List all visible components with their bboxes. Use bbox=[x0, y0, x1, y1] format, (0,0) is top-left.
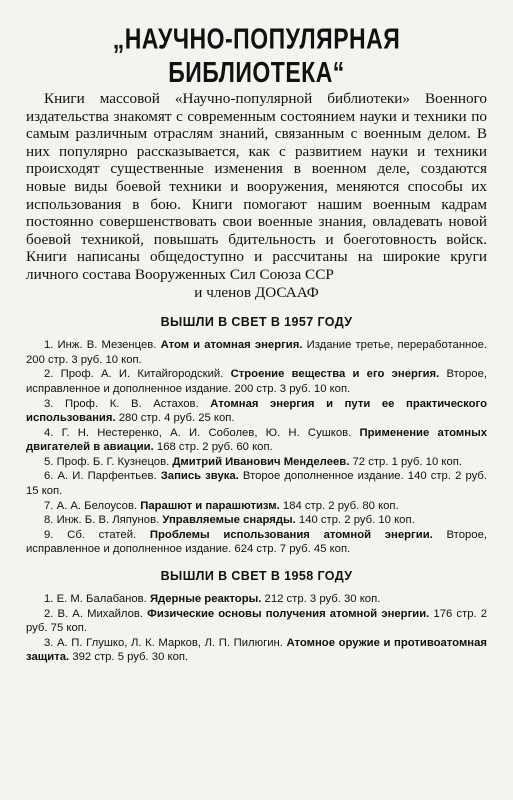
list-item bbox=[26, 455, 487, 470]
book-title: Атом и атомная энергия. bbox=[160, 339, 303, 352]
book-details: 392 стр. 5 руб. 30 коп. bbox=[72, 651, 189, 664]
book-list bbox=[26, 592, 487, 665]
book-title: Ядерные реакторы. bbox=[149, 593, 262, 606]
book-number: 1. bbox=[44, 593, 54, 606]
book-title: Управляемые снаряды. bbox=[162, 514, 296, 527]
book-author: Проф. Б. Г. Кузнецов. bbox=[56, 455, 170, 468]
page-title: „НАУЧНО-ПОПУЛЯРНАЯ БИБЛИОТЕКА“ bbox=[112, 22, 401, 89]
book-author: Инж. Б. В. Ляпунов. bbox=[56, 514, 160, 527]
section-heading: ВЫШЛИ В СВЕТ В 1957 ГОДУ bbox=[160, 315, 353, 330]
book-number: 2. bbox=[44, 368, 54, 381]
book-details: 168 стр. 2 руб. 60 коп. bbox=[156, 441, 273, 454]
book-title: Запись звука. bbox=[160, 470, 239, 483]
list-item bbox=[26, 397, 487, 426]
book-title: Парашют и парашютизм. bbox=[140, 499, 280, 512]
book-title: Проблемы использования атомной энергии. bbox=[149, 528, 433, 541]
book-title: Атомная энергия и пути ее практического использования. bbox=[26, 397, 488, 425]
list-item bbox=[26, 607, 487, 636]
book-number: 1. bbox=[44, 339, 54, 352]
section-1958 bbox=[26, 569, 487, 665]
book-list bbox=[26, 338, 487, 557]
book-number: 3. bbox=[44, 636, 54, 649]
book-author: В. А. Михайлов. bbox=[57, 607, 144, 620]
book-number: 6. bbox=[44, 470, 54, 483]
section-heading: ВЫШЛИ В СВЕТ В 1958 ГОДУ bbox=[160, 569, 353, 584]
list-item bbox=[26, 469, 487, 498]
list-item bbox=[26, 636, 487, 665]
book-title: Применение атомных двигателей в авиации. bbox=[26, 426, 488, 454]
book-details: 72 стр. 1 руб. 10 коп. bbox=[352, 455, 462, 468]
book-details: Второе, исправленное и дополненное издание. 200 стр. 3 руб. 10 коп. bbox=[26, 368, 487, 395]
book-details: 212 стр. 3 руб. 30 коп. bbox=[264, 593, 381, 606]
book-title: Строение вещества и его энергия. bbox=[230, 368, 440, 381]
book-author: А. А. Белоусов. bbox=[56, 499, 138, 512]
book-author: А. И. Парфентьев. bbox=[57, 470, 157, 483]
list-item bbox=[26, 338, 487, 367]
list-item bbox=[26, 367, 487, 396]
book-author: Проф. А. И. Китайгородский. bbox=[60, 368, 224, 381]
book-author: Сб. статей. bbox=[67, 528, 137, 541]
list-item bbox=[26, 513, 487, 528]
book-author: А. П. Глушко, Л. К. Марков, Л. П. Пилюгин. bbox=[57, 636, 283, 649]
section-1957 bbox=[26, 315, 487, 557]
list-item bbox=[26, 426, 487, 455]
book-number: 9. bbox=[44, 528, 54, 541]
book-number: 7. bbox=[44, 499, 54, 512]
book-number: 5. bbox=[44, 455, 54, 468]
book-author: Инж. В. Мезенцев. bbox=[57, 339, 157, 352]
list-item bbox=[26, 592, 487, 607]
intro-last-line: и членов ДОСААФ bbox=[194, 283, 319, 301]
book-details: 280 стр. 4 руб. 25 коп. bbox=[118, 412, 235, 425]
book-number: 4. bbox=[44, 426, 54, 439]
book-title: Атомное оружие и противоатомная защита. bbox=[26, 636, 487, 664]
list-item bbox=[26, 528, 487, 557]
book-title: Дмитрий Иванович Менделеев. bbox=[172, 455, 350, 468]
book-author: Г. Н. Нестеренко, А. И. Соболев, Ю. Н. Сушков. bbox=[61, 426, 352, 439]
book-title: Физические основы получения атомной энергии. bbox=[147, 607, 430, 620]
book-number: 3. bbox=[44, 397, 54, 410]
book-details: 176 стр. 2 руб. 75 коп. bbox=[26, 607, 488, 635]
book-details: Второе, исправленное и дополненное издание. 624 стр. 7 руб. 45 коп. bbox=[26, 528, 487, 556]
book-details: Издание третье, переработанное. 200 стр. 3 руб. 10 коп. bbox=[26, 339, 488, 366]
book-author: Проф. К. В. Астахов. bbox=[65, 397, 199, 410]
book-number: 2. bbox=[44, 607, 54, 620]
book-details: 184 стр. 2 руб. 80 коп. bbox=[282, 499, 399, 512]
book-details: 140 стр. 2 руб. 10 коп. bbox=[298, 514, 415, 527]
book-details: Второе дополненное издание. 140 стр. 2 руб. 15 коп. bbox=[26, 470, 487, 498]
book-number: 8. bbox=[44, 514, 54, 527]
book-author: Е. М. Балабанов. bbox=[56, 593, 147, 606]
list-item bbox=[26, 499, 487, 514]
intro-paragraph: Книги массовой «Научно-популярной библиотеки» Военного издательства знакомят с современным состоянием науки и техники по самым различным отраслям знаний, связанным с военным делом. В них популярно рассказывается, как с развитием науки и техники происходят существенные изменения в военном деле, создаются новые виды боевой техники и вооружения, меняются способы их использования в бою. Книги помогают нашим военным кадрам постоянно совершенствовать свои военные знания, овладевать новой боевой техникой, повышать бдительность и боеготовность войск. Книги написаны общедоступно и рассчитаны на широкие круги личного состава Вооруженных Сил Союза ССР bbox=[26, 90, 487, 283]
